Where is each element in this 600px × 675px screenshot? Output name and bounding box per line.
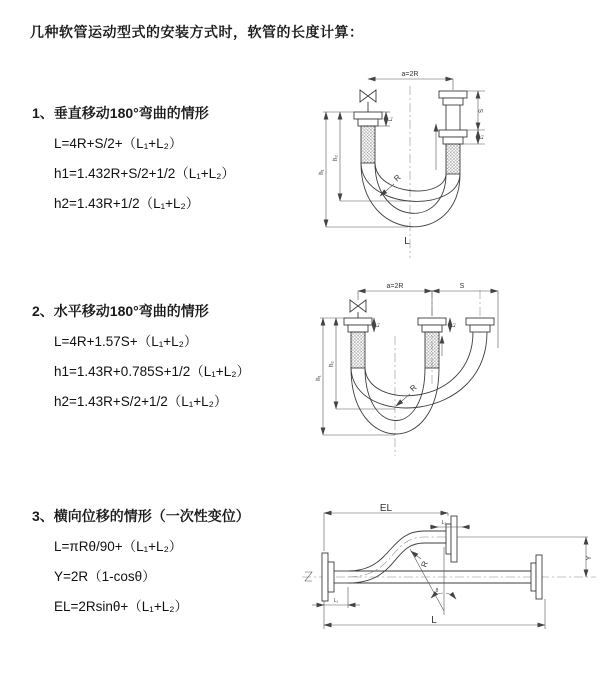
section-3-heading: 3、横向位移的情形（一次性变位） [32,508,250,524]
dim-label-y: Y [586,555,593,561]
dim-label-s: S [459,283,465,290]
section-1-heading: 1、垂直移动180°弯曲的情形 [32,105,209,121]
formula-h2: h2=1.43R+S/2+1/2（L₁+L₂） [54,394,228,409]
dim-label-a2r: a=2R [386,283,404,290]
length-label: L [404,236,410,247]
formula-length: L=πRθ/90+（L₁+L₂） [54,539,183,554]
radius-callout [396,383,419,406]
section-vertical-bend [32,104,318,219]
dim-label-l: L [431,615,437,626]
dim-label-s: S [479,108,485,114]
dimension-s [467,91,485,130]
dimension-l2 [450,318,457,332]
valve-icon [350,300,366,318]
radius-label: R [419,559,430,569]
radius-label: R [408,382,419,394]
section-2-heading: 2、水平移动180°弯曲的情形 [32,303,209,319]
section-horizontal-bend [32,302,318,417]
formula-y: Y=2R（1-cosθ） [54,569,156,584]
right-pipe-flange [466,318,494,332]
braided-hose [425,332,439,368]
right-pipe [436,91,467,174]
s-curve-hose [348,531,446,583]
page-title: 几种软管运动型式的安装方式时，软管的长度计算： [30,24,364,40]
radius-label: R [392,172,403,184]
left-pipe-flange [354,112,382,163]
dim-label-h2: h₂ [333,155,339,161]
dim-label-h2: h₂ [329,361,335,367]
dimension-a2r [368,71,453,90]
diagram-vertical-bend [310,66,600,264]
radius-callout [380,173,403,196]
angle-label: θ [435,588,439,594]
hose-u-curves [361,163,460,227]
formula-length: L=4R+1.57S+（L₁+L₂） [54,334,198,349]
formula-h1: h1=1.43R+0.785S+1/2（L₁+L₂） [54,364,250,379]
dimension-l1 [312,587,360,608]
formula-length: L=4R+S/2+（L₁+L₂） [54,136,183,151]
dim-label-l1: L₁ [333,598,339,604]
dimension-l [324,599,545,629]
angle-construction [410,547,456,615]
formula-h2: h2=1.43R+1/2（L₁+L₂） [54,196,200,211]
centerlines [395,290,480,456]
dim-label-l2: L₂ [441,520,447,526]
dimension-s [432,283,498,291]
right-flange [531,555,542,599]
hose-u-curves [351,332,487,434]
dim-label-h1: h₁ [319,169,325,175]
braided-hose [351,332,365,368]
dimension-el [324,503,448,551]
dim-label-l1: L₁ [388,116,394,122]
braided-hose [361,126,375,163]
formula-el: EL=2Rsinθ+（L₁+L₂） [54,599,188,614]
diagram-horizontal-bend [310,278,600,463]
section-lateral-displacement [32,507,318,622]
centerline [302,572,596,581]
left-pipe-flange [344,318,372,368]
dim-label-el: EL [379,503,393,514]
break-symbol [305,572,312,581]
upper-flange [446,516,457,562]
dim-label-l2: L₂ [451,322,457,328]
radius-callout [411,551,430,568]
valve-icon [360,90,376,112]
braided-hose [446,144,460,174]
dim-label-a2r: a=2R [401,71,419,78]
dimension-l1 [374,318,381,332]
diagram-lateral-displacement [298,503,600,645]
formula-h1: h1=1.432R+S/2+1/2（L₁+L₂） [54,166,235,181]
dim-label-h1: h₁ [316,375,322,381]
dim-label-l2: L₂ [479,134,485,140]
dim-label-l1: L₁ [375,322,381,328]
